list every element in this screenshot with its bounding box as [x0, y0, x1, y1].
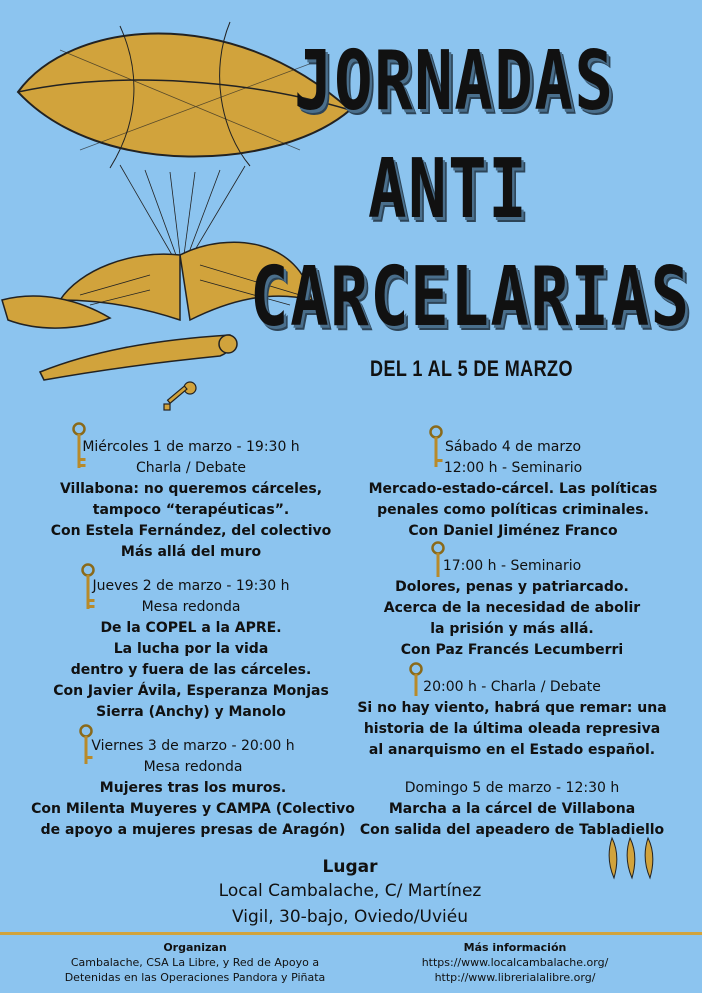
event-title: al anarquismo en el Estado español.	[368, 742, 656, 758]
organizers	[40, 940, 350, 985]
event-title: Villabona: no queremos cárceles,	[59, 481, 323, 497]
event-time: 20:00 h - Charla / Debate	[423, 679, 601, 695]
organizers-text: Detenidas en las Operaciones Pandora y Piñata	[64, 971, 326, 984]
event-time: Viernes 3 de marzo - 20:00 h	[91, 738, 295, 754]
event-time: Domingo 5 de marzo - 12:30 h	[404, 780, 620, 796]
event-title: Si no hay viento, habrá que remar: una	[357, 700, 667, 716]
event-speakers: Con Daniel Jiménez Franco	[408, 523, 618, 539]
event-speakers: Más allá del muro	[120, 544, 262, 560]
event-title: historia de la última oleada represiva	[363, 721, 661, 737]
event-type: Mesa redonda	[141, 599, 241, 615]
event-speakers: Sierra (Anchy) y Manolo	[96, 704, 286, 720]
event-speakers: Con Estela Fernández, del colectivo	[50, 523, 332, 539]
location-address: Vigil, 30-bajo, Oviedo/Uviéu	[232, 907, 468, 927]
event-friday	[28, 736, 358, 841]
event-type: Mesa redonda	[143, 759, 243, 775]
event-title: De la COPEL a la APRE.	[100, 620, 282, 636]
event-speakers: Con Paz Francés Lecumberri	[400, 642, 624, 658]
event-sunday	[352, 778, 672, 841]
event-speakers: de apoyo a mujeres presas de Aragón)	[40, 822, 346, 838]
title-line-3: CARCELARIAS	[250, 250, 691, 345]
organizers-heading: Organizan	[163, 941, 227, 954]
event-title: Dolores, penas y patriarcado.	[395, 579, 629, 595]
event-title: penales como políticas criminales.	[377, 502, 649, 518]
location-block	[180, 856, 520, 930]
event-saturday-morning	[358, 437, 668, 542]
event-saturday-evening	[352, 677, 672, 761]
link-librerialalibre[interactable]: http://www.librerialalibre.org/	[434, 971, 596, 984]
more-info-heading: Más información	[463, 941, 567, 954]
title-line-1: JORNADAS	[294, 34, 615, 129]
feathers-icon	[606, 836, 656, 880]
poster-title	[250, 28, 702, 352]
location-address: Local Cambalache, C/ Martínez	[218, 881, 482, 901]
event-title: tampoco “terapéuticas”.	[92, 502, 290, 518]
title-line-2: ANTI	[368, 142, 529, 237]
event-title: Acerca de la necesidad de abolir	[383, 600, 641, 616]
event-title: La lucha por la vida	[113, 641, 269, 657]
flyer	[40, 335, 237, 380]
event-time: Jueves 2 de marzo - 19:30 h	[92, 578, 290, 594]
event-thursday	[36, 576, 346, 723]
event-speakers: Con Milenta Muyeres y CAMPA (Colectivo	[31, 801, 355, 817]
ropes	[120, 165, 245, 255]
event-title: dentro y fuera de las cárceles.	[70, 662, 312, 678]
location-title: Lugar	[322, 857, 378, 877]
more-info	[370, 940, 660, 985]
event-title: Con salida del apeadero de Tabladiello	[359, 822, 665, 838]
hanging-key	[164, 382, 196, 410]
event-dates: DEL 1 AL 5 DE MARZO	[370, 356, 573, 381]
organizers-text: Cambalache, CSA La Libre, y Red de Apoyo a	[70, 956, 320, 969]
event-title: Mercado-estado-cárcel. Las políticas	[368, 481, 658, 497]
event-time: 12:00 h - Seminario	[443, 460, 583, 476]
event-title: Marcha a la cárcel de Villabona	[388, 801, 636, 817]
footer-divider	[0, 932, 702, 935]
event-saturday-afternoon	[352, 556, 672, 661]
event-wednesday	[36, 437, 346, 563]
event-speakers: Con Javier Ávila, Esperanza Monjas	[53, 683, 329, 699]
event-date: Sábado 4 de marzo	[444, 439, 582, 455]
event-type: Charla / Debate	[135, 460, 247, 476]
event-time: 17:00 h - Seminario	[442, 558, 582, 574]
event-title: Mujeres tras los muros.	[99, 780, 287, 796]
link-localcambalache[interactable]: https://www.localcambalache.org/	[421, 956, 609, 969]
event-time: Miércoles 1 de marzo - 19:30 h	[82, 439, 300, 455]
event-title: la prisión y más allá.	[430, 621, 594, 637]
